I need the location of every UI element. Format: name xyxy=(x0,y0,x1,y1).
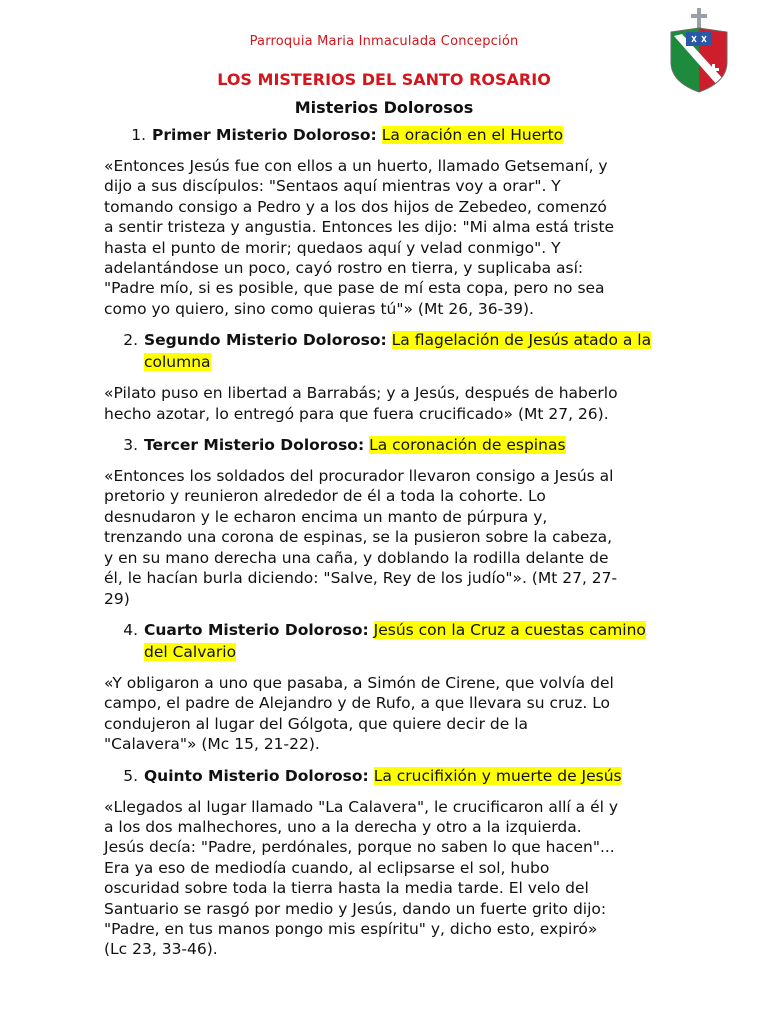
mystery-passage-2 xyxy=(104,383,664,424)
mystery-name-highlight: La oración en el Huerto xyxy=(381,126,564,144)
mystery-heading-5 xyxy=(96,765,664,787)
passage-line: «Pilato puso en libertad a Barrabás; y a Jesús, después de haberlo xyxy=(104,384,618,403)
passage-line: pretorio y reunieron alrededor de él a toda la cohorte. Lo xyxy=(104,487,546,506)
mystery-name-highlight: La coronación de espinas xyxy=(369,436,566,455)
mystery-number: 2. xyxy=(123,331,138,350)
mysteries-content xyxy=(104,124,664,970)
mystery-heading-2 xyxy=(96,329,664,373)
mystery-label: Segundo Misterio Doloroso: xyxy=(144,331,387,350)
passage-line: como yo quiero, sino como quieras tú"» (Mt 26, 36-39). xyxy=(104,299,534,318)
mystery-heading-3 xyxy=(96,434,664,456)
passage-line: tomando consigo a Pedro y a los dos hijos de Zebedeo, comenzó xyxy=(104,197,607,216)
passage-line: y en su mano derecha una caña, y doblando la rodilla delante de xyxy=(104,548,609,567)
mystery-passage-5 xyxy=(104,797,664,960)
passage-line: Era ya eso de mediodía cuando, al eclipsarse el sol, hubo xyxy=(104,858,550,877)
passage-line: "Padre mío, si es posible, que pase de mí esta copa, pero no sea xyxy=(104,279,605,298)
passage-line: «Llegados al lugar llamado "La Calavera", le crucificaron allí a él y xyxy=(104,797,619,816)
passage-line: "Calavera"» (Mc 15, 21-22). xyxy=(104,735,320,754)
mystery-passage-3 xyxy=(104,466,664,609)
passage-line: oscuridad sobre toda la tierra hasta la media tarde. El velo del xyxy=(104,879,589,898)
parish-name: Parroquia Maria Inmaculada Concepción xyxy=(249,34,519,49)
passage-line: Jesús decía: "Padre, perdónales, porque no saben lo que hacen"... xyxy=(104,838,615,857)
passage-line: 29) xyxy=(104,589,130,608)
mystery-heading-4 xyxy=(96,619,664,663)
mystery-label: Tercer Misterio Doloroso: xyxy=(144,436,365,455)
mystery-label: Quinto Misterio Doloroso: xyxy=(144,766,369,785)
mystery-number: 3. xyxy=(123,436,138,455)
mystery-heading-1 xyxy=(104,124,664,146)
passage-line: adelantándose un poco, cayó rostro en tierra, y suplicaba así: xyxy=(104,259,584,278)
passage-line: a los dos malhechores, uno a la derecha y otro a la izquierda. xyxy=(104,817,582,836)
mystery-number: 1. xyxy=(131,126,146,144)
passage-line: campo, el padre de Alejandro y de Rufo, a que llevara su cruz. Lo xyxy=(104,694,611,713)
passage-line: él, le hacían burla diciendo: "Salve, Rey de los judío"». (Mt 27, 27- xyxy=(104,569,618,588)
passage-line: desnudaron y le echaron encima un manto de púrpura y, xyxy=(104,507,548,526)
passage-line: hasta el punto de morir; quedaos aquí y velad conmigo". Y xyxy=(104,238,561,257)
passage-line: Santuario se rasgó por medio y Jesús, dando un fuerte grito dijo: xyxy=(104,899,607,918)
passage-line: «Y obligaron a uno que pasaba, a Simón de Cirene, que volvía del xyxy=(104,673,614,692)
mystery-passage-4 xyxy=(104,673,664,755)
passage-line: hecho azotar, lo entregó para que fuera crucificado» (Mt 27, 26). xyxy=(104,404,609,423)
mystery-name-highlight: La crucifixión y muerte de Jesús xyxy=(373,766,622,785)
passage-line: condujeron al lugar del Gólgota, que quiere decir de la xyxy=(104,714,528,733)
mystery-label: Primer Misterio Doloroso: xyxy=(152,126,377,144)
mystery-label: Cuarto Misterio Doloroso: xyxy=(144,620,369,639)
passage-line: trenzando una corona de espinas, se la pusieron sobre la cabeza, xyxy=(104,528,613,547)
mystery-name-highlight: Jesús con la Cruz a cuestas camino del Calvario xyxy=(144,620,646,661)
passage-line: (Lc 23, 33-46). xyxy=(104,940,218,959)
passage-line: «Entonces Jesús fue con ellos a un huerto, llamado Getsemaní, y xyxy=(104,157,608,175)
mystery-passage-1 xyxy=(104,156,664,319)
document-title: LOS MISTERIOS DEL SANTO ROSARIO xyxy=(217,70,551,89)
passage-line: «Entonces los soldados del procurador llevaron consigo a Jesús al xyxy=(104,467,614,486)
mystery-name-highlight: La flagelación de Jesús atado a la columna xyxy=(144,331,652,372)
passage-line: "Padre, en tus manos pongo mis espíritu" y, dicho esto, expiró» xyxy=(104,919,598,938)
mystery-number: 4. xyxy=(123,620,138,639)
passage-line: a sentir tristeza y angustia. Entonces les dijo: "Mi alma está triste xyxy=(104,218,615,237)
mystery-number: 5. xyxy=(123,766,138,785)
passage-line: dijo a sus discípulos: "Sentaos aquí mientras voy a orar". Y xyxy=(104,177,561,196)
document-subtitle: Misterios Dolorosos xyxy=(294,98,474,117)
